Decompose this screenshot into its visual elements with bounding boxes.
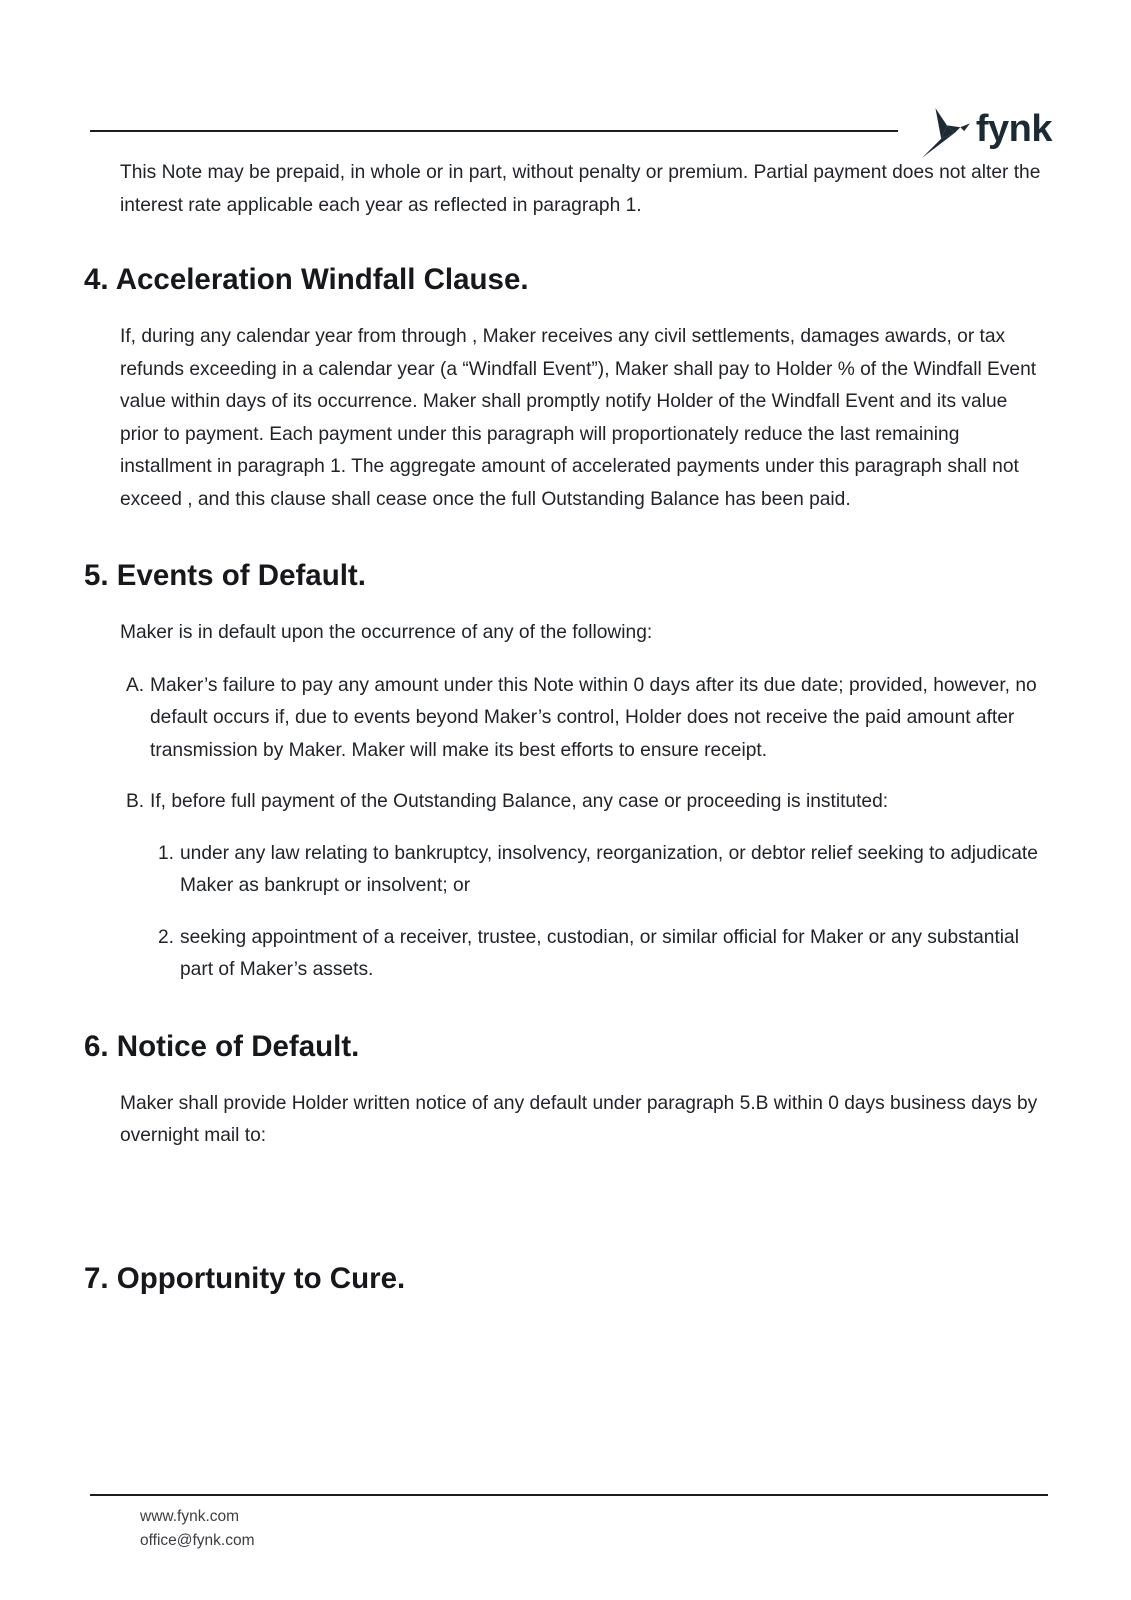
document-body — [84, 160, 1044, 1297]
list-item-text: under any law relating to bankruptcy, insolvency, reorganization, or debtor relief seeking to adjudicate Maker as bankrupt or insolvent; or — [180, 842, 1038, 896]
brand-logo — [922, 105, 1052, 161]
list-marker: A. — [126, 674, 145, 696]
list-item — [126, 670, 1044, 768]
section-6-body: Maker shall provide Holder written notice of any default under paragraph 5.B within 0 days business days by overnight mail to: — [120, 1092, 1038, 1146]
section-4-heading: 4. Acceleration Windfall Clause. — [84, 263, 529, 296]
proceedings-list — [84, 838, 1044, 987]
bird-logo-icon — [922, 105, 972, 161]
section-7-heading: 7. Opportunity to Cure. — [84, 1261, 406, 1295]
section-6-heading: 6. Notice of Default. — [84, 1029, 360, 1063]
footer-website[interactable]: www.fynk.com — [140, 1508, 240, 1525]
intro-paragraph: This Note may be prepaid, in whole or in part, without penalty or premium. Partial payment does not alter the interest rate applicable each year as reflected in paragraph 1. — [120, 162, 1041, 216]
brand-name: fynk — [975, 108, 1052, 150]
list-item — [158, 922, 1044, 987]
list-item-text: seeking appointment of a receiver, trustee, custodian, or similar official for Maker or any substantial part of Maker’s assets. — [180, 926, 1019, 980]
list-marker: B. — [126, 791, 145, 812]
section-5-intro: Maker is in default upon the occurrence of any of the following: — [120, 622, 653, 643]
section-5-heading: 5. Events of Default. — [84, 559, 366, 592]
default-events-list — [84, 670, 1044, 819]
list-item — [126, 786, 1044, 819]
list-item-text: If, before full payment of the Outstanding Balance, any case or proceeding is instituted: — [150, 791, 889, 812]
list-item-text: Maker’s failure to pay any amount under this Note within 0 days after its due date; provided, however, no default occurs if, due to events beyond Maker’s control, Holder does not receive the paid amount after transmission by Maker. Maker will make its best efforts to ensure receipt. — [150, 674, 1037, 761]
header-rule — [90, 130, 898, 132]
footer-rule — [90, 1494, 1048, 1496]
list-item — [158, 838, 1044, 903]
footer — [140, 1505, 255, 1553]
section-4-body: If, during any calendar year from through , Maker receives any civil settlements, damages awards, or tax refunds exceeding in a calendar year (a “Windfall Event”), Maker shall pay to Holder % of the Windfall Event value within days of its occurrence. Maker shall promptly notify Holder of the Windfall Event and its value prior to payment. Each payment under this paragraph will proportionately reduce the last remaining installment in paragraph 1. The aggregate amount of accelerated payments under this paragraph shall not exceed , and this clause shall cease once the full Outstanding Balance has been paid. — [120, 326, 1037, 510]
list-marker: 1. — [158, 842, 175, 864]
list-marker: 2. — [158, 926, 175, 948]
footer-email[interactable]: office@fynk.com — [140, 1532, 255, 1549]
